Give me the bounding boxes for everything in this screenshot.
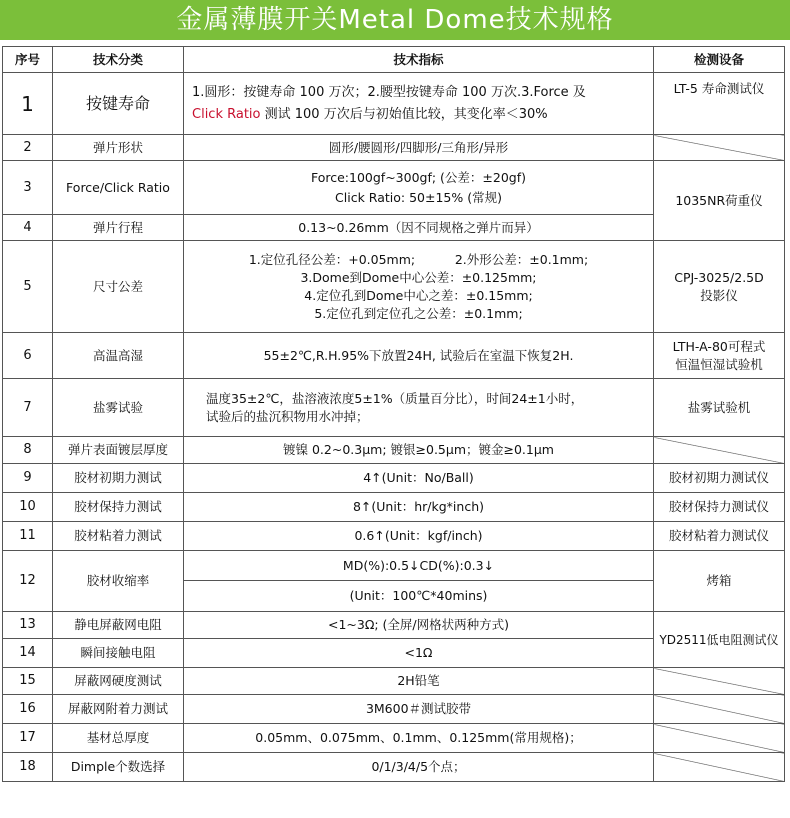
indicator-text: 测试 100 万次后与初始值比较，其变化率＜30% (260, 106, 548, 122)
indicator-line: 4.定位孔到Dome中心之差：±0.15mm; (304, 287, 533, 303)
row-indicator: <1Ω (184, 639, 654, 668)
row-category: 弹片行程 (53, 215, 184, 241)
row-number: 1 (3, 73, 53, 135)
table-row (3, 379, 785, 437)
row-indicator: 3M600＃测试胶带 (184, 695, 654, 724)
row-equipment (654, 333, 785, 379)
row-category: 弹片形状 (53, 135, 184, 161)
row-indicator: 2H铅笔 (184, 668, 654, 695)
row-equipment: LT-5 寿命测试仪 (654, 73, 785, 135)
row-category: 屏蔽网附着力测试 (53, 695, 184, 724)
row-indicator: 8↑(Unit：hr/kg*inch) (184, 493, 654, 522)
header-equipment: 检测设备 (654, 47, 785, 73)
row-equipment: 胶材初期力测试仪 (654, 464, 785, 493)
table-row (3, 522, 785, 551)
indicator-line: 温度35±2℃，盐溶液浓度5±1%（质量百分比），时间24±1小时， (206, 390, 584, 406)
row-number: 18 (3, 753, 53, 782)
row-category: 高温高湿 (53, 333, 184, 379)
empty-equipment-cell (654, 695, 785, 724)
highlight-text: Click Ratio (192, 106, 261, 122)
table-row (3, 753, 785, 782)
row-category: 胶材保持力测试 (53, 493, 184, 522)
row-equipment: YD2511低电阻测试仪 (654, 612, 785, 668)
row-indicator (184, 551, 654, 612)
indicator-line: 1.圆形：按键寿命 100 万次；2.腰型按键寿命 100 万次.3.Force 及 (192, 84, 586, 100)
row-indicator: 0.6↑(Unit：kgf/inch) (184, 522, 654, 551)
row-indicator (184, 379, 654, 437)
row-category: 尺寸公差 (53, 241, 184, 333)
header-seq: 序号 (3, 47, 53, 73)
equipment-line: LTH-A-80可程式 (672, 338, 766, 354)
row-number: 12 (3, 551, 53, 612)
equipment-line: 投影仪 (700, 287, 738, 303)
row-category: 胶材粘着力测试 (53, 522, 184, 551)
table-row (3, 612, 785, 639)
row-number: 3 (3, 161, 53, 215)
row-number: 8 (3, 437, 53, 464)
row-indicator (184, 73, 654, 135)
row-indicator: 4↑(Unit：No/Ball) (184, 464, 654, 493)
row-equipment: 盐雾试验机 (654, 379, 785, 437)
row-category: Dimple个数选择 (53, 753, 184, 782)
indicator-text: 1.定位孔径公差：+0.05mm; (248, 251, 416, 267)
row-indicator: 55±2℃,R.H.95%下放置24H, 试验后在室温下恢复2H. (184, 333, 654, 379)
row-number: 7 (3, 379, 53, 437)
row-equipment: 1035NR荷重仪 (654, 161, 785, 241)
row-indicator: <1~3Ω; (全屏/网格状两种方式) (184, 612, 654, 639)
indicator-line (192, 104, 650, 126)
row-equipment (654, 241, 785, 333)
empty-equipment-cell (654, 753, 785, 782)
table-row (3, 161, 785, 215)
row-number: 6 (3, 333, 53, 379)
empty-equipment-cell (654, 724, 785, 753)
row-category: 弹片表面镀层厚度 (53, 437, 184, 464)
table-row (3, 135, 785, 161)
row-number: 4 (3, 215, 53, 241)
indicator-line: 试验后的盐沉积物用水冲掉； (206, 408, 369, 424)
equipment-line: CPJ-3025/2.5D (674, 269, 764, 285)
table-row (3, 333, 785, 379)
row-category: 屏蔽网硬度测试 (53, 668, 184, 695)
row-indicator: 圆形/腰圆形/四脚形/三角形/异形 (184, 135, 654, 161)
row-category: 基材总厚度 (53, 724, 184, 753)
table-row (3, 493, 785, 522)
row-category: Force/Click Ratio (53, 161, 184, 215)
row-indicator: 镀镍 0.2~0.3μm; 镀银≥0.5μm；镀金≥0.1μm (184, 437, 654, 464)
row-indicator (184, 241, 654, 333)
row-indicator: 0.05mm、0.075mm、0.1mm、0.125mm(常用规格)； (184, 724, 654, 753)
row-indicator: 0/1/3/4/5个点； (184, 753, 654, 782)
row-equipment: 胶材保持力测试仪 (654, 493, 785, 522)
row-number: 10 (3, 493, 53, 522)
table-row (3, 437, 785, 464)
row-number: 16 (3, 695, 53, 724)
indicator-line: MD(%):0.5↓CD(%):0.3↓ (184, 551, 653, 581)
row-category: 静电屏蔽网电阻 (53, 612, 184, 639)
empty-equipment-cell (654, 437, 785, 464)
indicator-line (187, 251, 650, 269)
table-row (3, 724, 785, 753)
row-equipment: 烤箱 (654, 551, 785, 612)
row-number: 5 (3, 241, 53, 333)
row-number: 14 (3, 639, 53, 668)
table-row (3, 695, 785, 724)
indicator-text: 2.外形公差：±0.1mm; (454, 251, 589, 267)
spec-table (2, 46, 785, 782)
indicator-line: (Unit：100℃*40mins) (349, 588, 488, 603)
table-row (3, 668, 785, 695)
row-category: 盐雾试验 (53, 379, 184, 437)
row-category: 按键寿命 (53, 73, 184, 135)
row-number: 9 (3, 464, 53, 493)
table-header-row (3, 47, 785, 73)
header-indicator: 技术指标 (184, 47, 654, 73)
table-row (3, 464, 785, 493)
empty-equipment-cell (654, 135, 785, 161)
row-equipment: 胶材粘着力测试仪 (654, 522, 785, 551)
row-category: 瞬间接触电阻 (53, 639, 184, 668)
table-row (3, 241, 785, 333)
row-category: 胶材初期力测试 (53, 464, 184, 493)
row-number: 11 (3, 522, 53, 551)
indicator-line: Click Ratio: 50±15% (常规) (335, 189, 502, 205)
row-number: 17 (3, 724, 53, 753)
table-row (3, 551, 785, 612)
page-title: 金属薄膜开关Metal Dome技术规格 (0, 0, 790, 40)
row-number: 15 (3, 668, 53, 695)
header-category: 技术分类 (53, 47, 184, 73)
row-indicator: 0.13~0.26mm（因不同规格之弹片而异） (184, 215, 654, 241)
row-indicator (184, 161, 654, 215)
indicator-line: 3.Dome到Dome中心公差：±0.125mm; (300, 269, 537, 285)
table-row (3, 73, 785, 135)
indicator-line: 5.定位孔到定位孔之公差：±0.1mm; (314, 305, 523, 321)
row-category: 胶材收缩率 (53, 551, 184, 612)
row-number: 2 (3, 135, 53, 161)
row-number: 13 (3, 612, 53, 639)
equipment-line: 恒温恒湿试验机 (675, 356, 763, 372)
indicator-line: Force:100gf~300gf; (公差：±20gf) (310, 169, 527, 185)
empty-equipment-cell (654, 668, 785, 695)
